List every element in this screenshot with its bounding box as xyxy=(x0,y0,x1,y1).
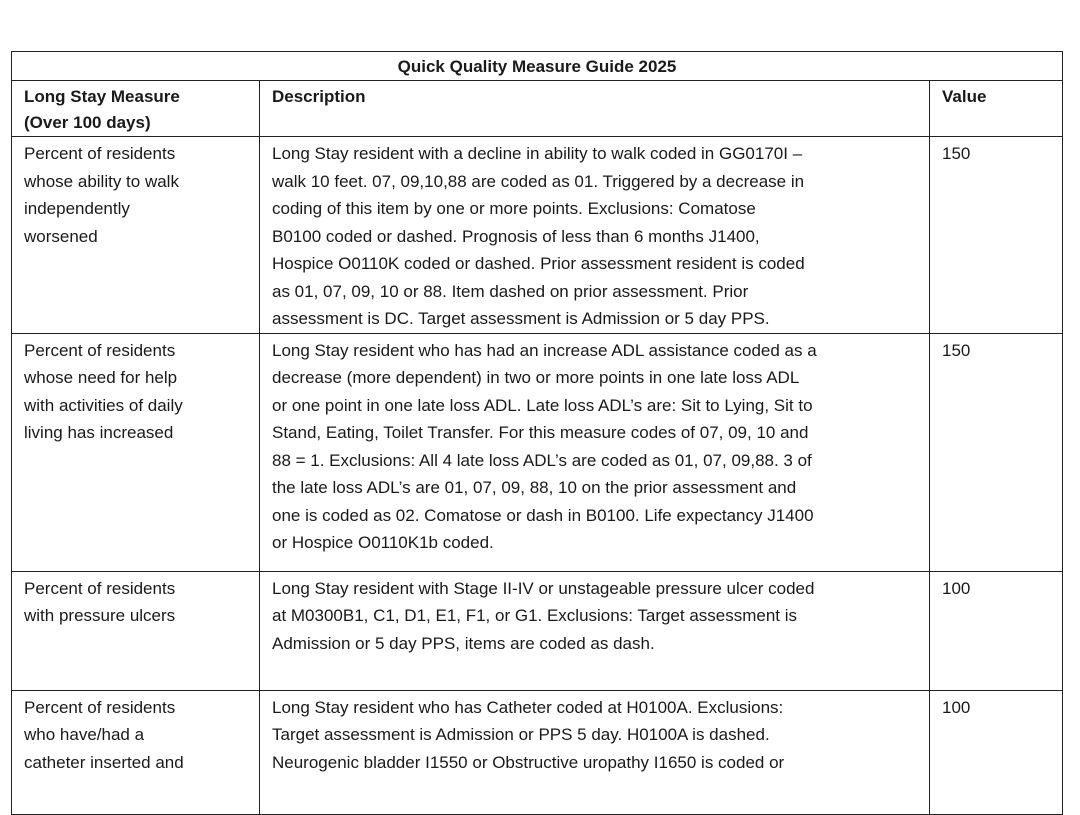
measure-cell-line: whose ability to walk xyxy=(24,171,179,191)
description-cell-line: Admission or 5 day PPS, items are coded as dash. xyxy=(272,633,655,653)
quality-measure-table xyxy=(11,51,1063,815)
measure-cell-line: Percent of residents xyxy=(24,340,176,360)
value-cell: 100 xyxy=(930,690,1063,814)
description-cell-line: coding of this item by one or more points. Exclusions: Comatose xyxy=(272,199,756,218)
description-cell-line: decrease (more dependent) in two or more points in one late loss ADL xyxy=(272,368,800,387)
header-measure-line: (Over 100 days) xyxy=(24,113,151,132)
measure-cell-line: with pressure ulcers xyxy=(24,606,176,625)
measure-cell xyxy=(12,333,260,571)
description-cell-line: Long Stay resident who has had an increase ADL assistance coded as a xyxy=(272,340,817,360)
description-cell-line: 88 = 1. Exclusions: All 4 late loss ADL’s are coded as 01, 07, 09,88. 3 of xyxy=(272,450,812,470)
description-cell xyxy=(260,333,930,571)
measure-cell-line: living has increased xyxy=(24,423,174,442)
measure-cell-line: catheter inserted and xyxy=(24,752,184,772)
measure-cell-line: with activities of daily xyxy=(24,395,183,415)
value-cell: 100 xyxy=(930,571,1063,690)
description-cell-line: or one point in one late loss ADL. Late loss ADL’s are: Sit to Lying, Sit to xyxy=(272,395,813,415)
table-row xyxy=(12,571,1063,690)
header-row xyxy=(12,81,1063,137)
description-cell xyxy=(260,571,930,690)
description-cell-line: assessment is DC. Target assessment is Admission or 5 day PPS. xyxy=(272,309,770,328)
header-measure xyxy=(12,81,260,137)
description-cell-line: Hospice O0110K coded or dashed. Prior assessment resident is coded xyxy=(272,254,805,273)
header-value: Value xyxy=(930,81,1063,137)
header-measure-line: Long Stay Measure xyxy=(24,87,180,106)
measure-cell xyxy=(12,571,260,690)
table-row xyxy=(12,690,1063,814)
table-row xyxy=(12,333,1063,571)
measure-cell-line: independently xyxy=(24,199,130,218)
measure-cell-line: Percent of residents xyxy=(24,697,176,717)
measure-cell-line: Percent of residents xyxy=(24,578,176,598)
description-cell-line: Stand, Eating, Toilet Transfer. For this measure codes of 07, 09, 10 and xyxy=(272,423,809,442)
description-cell-line: the late loss ADL’s are 01, 07, 09, 88, 10 on the prior assessment and xyxy=(272,478,797,497)
measure-cell-line: worsened xyxy=(24,226,98,246)
value-cell: 150 xyxy=(930,333,1063,571)
measure-cell-line: Percent of residents xyxy=(24,144,176,163)
table-title: Quick Quality Measure Guide 2025 xyxy=(12,52,1063,81)
description-cell-line: or Hospice O0110K1b coded. xyxy=(272,533,494,552)
description-cell-line: Target assessment is Admission or PPS 5 day. H0100A is dashed. xyxy=(272,725,770,744)
value-cell: 150 xyxy=(930,137,1063,334)
description-cell-line: Neurogenic bladder I1550 or Obstructive uropathy I1650 is coded or xyxy=(272,752,785,772)
header-description: Description xyxy=(260,81,930,137)
description-cell xyxy=(260,137,930,334)
table-row xyxy=(12,137,1063,334)
description-cell-line: Long Stay resident who has Catheter coded at H0100A. Exclusions: xyxy=(272,697,784,717)
description-cell-line: walk 10 feet. 07, 09,10,88 are coded as 01. Triggered by a decrease in xyxy=(272,171,805,191)
measure-cell-line: whose need for help xyxy=(24,368,178,387)
description-cell-line: B0100 coded or dashed. Prognosis of less than 6 months J1400, xyxy=(272,226,760,246)
description-cell-line: as 01, 07, 09, 10 or 88. Item dashed on prior assessment. Prior xyxy=(272,281,749,301)
description-cell-line: Long Stay resident with Stage II-IV or unstageable pressure ulcer coded xyxy=(272,578,815,598)
description-cell-line: Long Stay resident with a decline in ability to walk coded in GG0170I – xyxy=(272,144,803,163)
description-cell xyxy=(260,690,930,814)
description-cell-line: at M0300B1, C1, D1, E1, F1, or G1. Exclusions: Target assessment is xyxy=(272,606,798,625)
measure-cell-line: who have/had a xyxy=(24,725,145,744)
description-cell-line: one is coded as 02. Comatose or dash in B0100. Life expectancy J1400 xyxy=(272,505,814,525)
measure-cell xyxy=(12,137,260,334)
measure-cell xyxy=(12,690,260,814)
